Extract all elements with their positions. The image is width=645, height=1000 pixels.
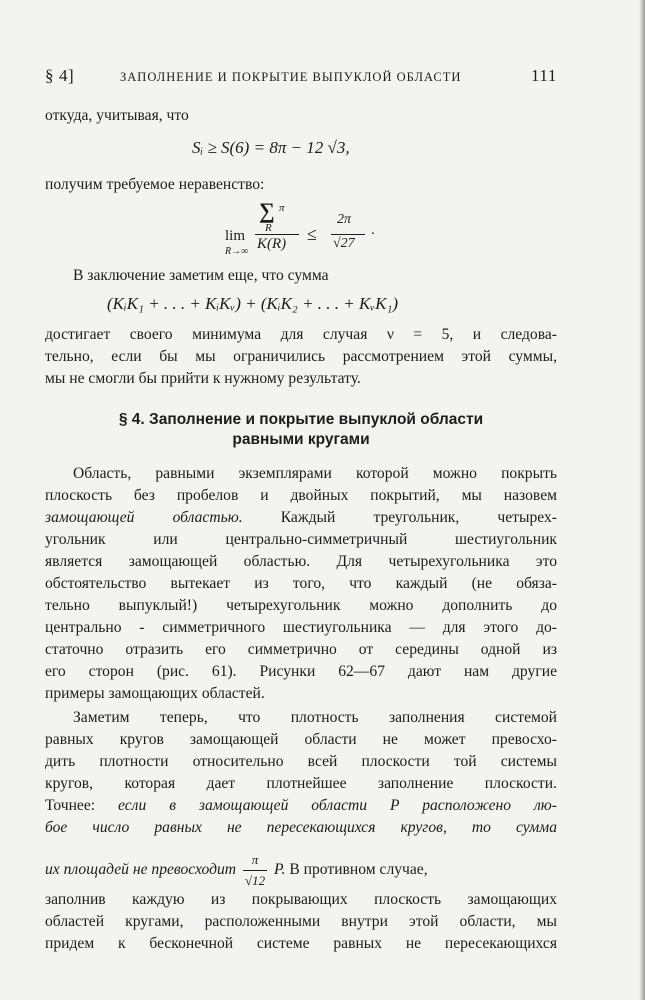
header-section-mark: § 4] xyxy=(45,66,75,85)
text-line: Точнее: если в замощающей области P расположено лю- xyxy=(45,797,557,814)
text-line: угольник или центрально-симметричный шестиугольник xyxy=(45,531,557,548)
theorem-italic: бое число равных не пересекающихся кругов, то сумма xyxy=(45,819,557,836)
text-continuation: В противном случае, xyxy=(289,861,428,879)
text-line: центрально - симметричного шестиугольника — для этого до- xyxy=(45,619,557,636)
text-line: статочно отразить его симметрично от середины одной из xyxy=(45,641,557,658)
fraction-bar xyxy=(331,234,365,235)
header-title: ЗАПОЛНЕНИЕ И ПОКРЫТИЕ ВЫПУКЛОЙ ОБЛАСТИ xyxy=(120,70,462,84)
denominator: K(R) xyxy=(257,236,287,252)
text-line: равных кругов замощающей области не может превосхо- xyxy=(45,731,557,748)
fraction-bar xyxy=(255,234,299,235)
text-line: плоскость без пробелов и двойных покрытий, мы назовем xyxy=(45,487,557,504)
text-line: тельно выпуклый!) четырехугольник можно дополнить до xyxy=(45,597,557,614)
text-line: Заметим теперь, что плотность заполнения системой xyxy=(73,709,557,726)
sum-subscript: R xyxy=(265,222,272,234)
lim-subscript: R→∞ xyxy=(225,246,249,257)
text-line: придем к бесконечной системе равных не пересекающихся xyxy=(45,935,557,952)
region-symbol: P. xyxy=(274,861,286,879)
period: . xyxy=(371,222,375,238)
text-line: его сторон (рис. 61). Рисунки 62—67 дают нам другие xyxy=(45,663,557,680)
sum-sign: ∑ xyxy=(259,198,275,223)
text-line: мы не смогли бы прийти к нужному результату. xyxy=(45,370,361,387)
leq-sign: ≤ xyxy=(307,224,317,244)
fraction-denominator: √12 xyxy=(244,873,266,888)
section-heading-line1: § 4. Заполнение и покрытие выпуклой области xyxy=(118,411,484,428)
text-line: В заключение заметим еще, что сумма xyxy=(73,267,329,284)
formula-text-line xyxy=(45,850,557,891)
lim-word: lim xyxy=(225,228,246,244)
text-line: обстоятельство вытекает из того, что каждый (не обяза- xyxy=(45,575,557,592)
text-line: заполнив каждую из покрывающих плоскость замощающих xyxy=(45,891,557,908)
text-line: тельно, если бы мы ограничились рассмотрением этой суммы, xyxy=(45,348,557,365)
text-line: получим требуемое неравенство: xyxy=(45,176,265,193)
page-edge-shadow xyxy=(639,0,645,1000)
text-line: примеры замощающих областей. xyxy=(45,685,265,702)
section-heading-line2: равными кругами xyxy=(232,431,370,448)
theorem-italic: если в замощающей области P расположено лю- xyxy=(118,797,557,814)
page-number: 111 xyxy=(530,66,557,85)
text-line: откуда, учитывая, что xyxy=(45,107,189,124)
term-italic: замощающей областью. xyxy=(45,509,243,526)
theorem-italic: их площадей не превосходит xyxy=(45,861,237,879)
limit-formula xyxy=(225,200,395,260)
formula-area-bound: Sᵢ ≥ S(6) = 8π − 12 √3, xyxy=(192,138,350,157)
pi-over-root12-fraction xyxy=(243,850,267,891)
fraction-numerator: π xyxy=(243,850,267,871)
text-line: кругов, которая дает плотнейшее заполнение плоскости. xyxy=(45,775,557,792)
text-line: является замощающей областью. Для четырехугольника это xyxy=(45,553,557,570)
sum-superscript: π xyxy=(279,202,285,214)
text-line: достигает своего минимума для случая ν = 5, и следова- xyxy=(45,326,557,343)
rhs-numerator: 2π xyxy=(337,212,352,227)
text-line: Область, равными экземплярами которой можно покрыть xyxy=(73,465,557,482)
text-line: областей кругами, расположенными внутри этой области, мы xyxy=(45,913,557,930)
text-line: дить плотности относительно всей плоскости той системы xyxy=(45,753,557,770)
running-header xyxy=(45,66,557,88)
rhs-denominator: √27 xyxy=(333,236,355,251)
formula-sum: (KᵢK₁ + . . . + KᵢKᵥ) + (KᵢK₂ + . . . + KᵥK₁) xyxy=(107,294,399,313)
text-line xyxy=(45,818,557,838)
text-line: замощающей областью. Каждый треугольник, четырех- xyxy=(45,509,557,526)
